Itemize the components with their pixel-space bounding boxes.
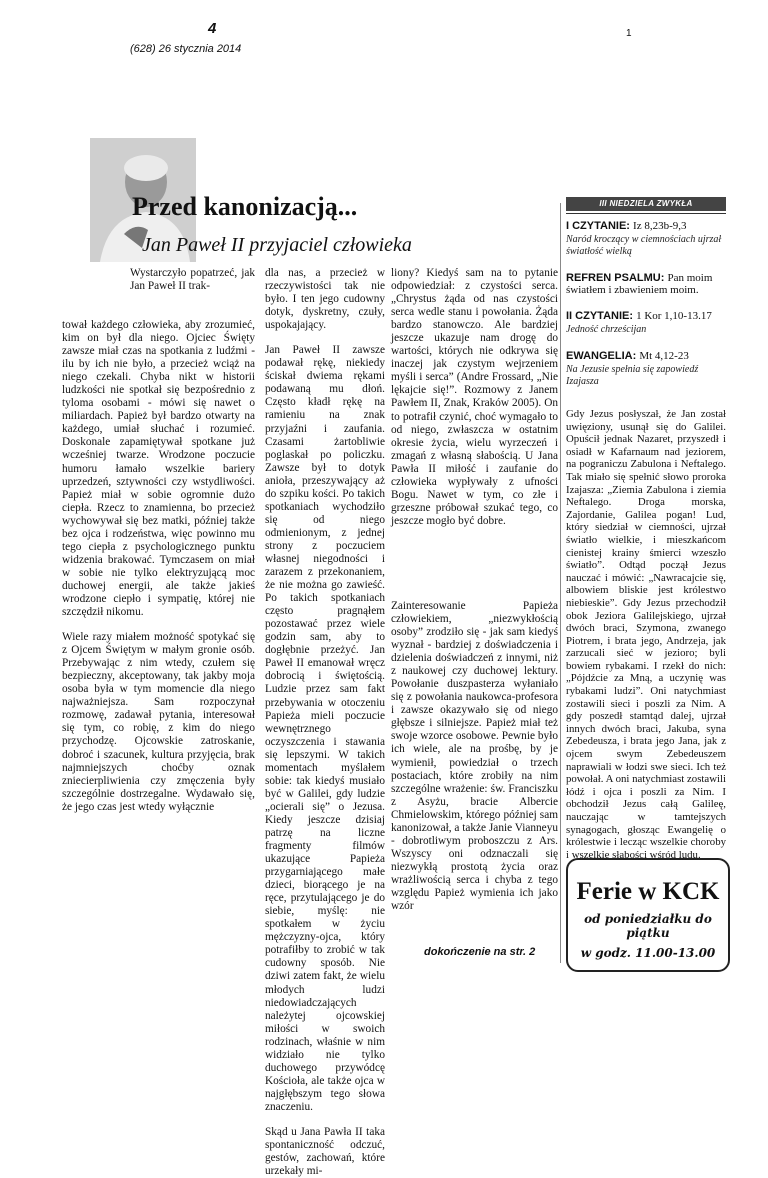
gospel-heading: EWANGELIA: Mt 4,12-23 <box>566 350 689 362</box>
paragraph: Wiele razy miałem możność spotykać się z Ojcem Świętym w małym gronie osób. Przebywając z nim wtedy, czułem się bezpieczny, akceptowany, tak jakby moja osoba była w tym momencie dla niego najważniejsza. Sam rozpoczynał rozmowę, zadawał pytania, interesował się tym, co robię, z kim do niego przychodzę. Ojcowskie zatroskanie, dobroć i szacunek, kultura przyjęcia, brak najmniejszych choćby oznak zniecierpliwienia czy zmęczenia były szczególnie dostrzegalne. Wydawało się, że jego czas jest wtedy wyłącznie <box>62 631 255 813</box>
column-divider <box>560 203 561 963</box>
continued-note: dokończenie na str. 2 <box>424 946 536 958</box>
reading-1-subtitle: Naród kroczący w ciemnościach ujrzał światłość wielką <box>566 234 722 257</box>
gospel-subtitle: Na Jezusie spełnia się zapowiedź Izajasza <box>566 364 699 387</box>
reading-1: I CZYTANIE: Iz 8,23b-9,3 <box>566 220 687 232</box>
paragraph: tował każdego człowieka, aby zrozumieć, kim on był dla niego. Ojciec Święty zawsze miał czas na spotkania z ludźmi - ilu by ich nie było, a przecież wciąż na niego czekali. Chyba nikt w historii ludzkości nie spotkał się bezpośrednio z tyloma osobami - mówi się nawet o miliardach. Papież był bardzo otwarty na każdego, umiał słuchać i rozumieć. Doskonale zapamiętywał spotkane już wcześniej twarze. Wrodzone poczucie humoru łamało wszelkie bariery uprzedzeń, sztywności czy wstydliwości. Papież miał w sobie ogromnie dużo ciepła. Rzecz to znamienna, bo przecież wychowywał się bez matki, później także bez ojca i rodzeństwa, więc powinno mu tego ciepła z psychologicznego punktu widzenia brakować. Tymczasem on miał w sobie nie tylko elektryzującą moc duchowej energii, ale także jakieś wrodzone ciepło i sympatię, której nie szczędził nikomu. <box>62 319 255 619</box>
divider <box>566 213 726 214</box>
page-number-right: 1 <box>626 28 632 39</box>
ferie-hours: w godz. 11.00-13.00 <box>580 946 716 960</box>
paragraph: liony? Kiedyś sam na to pytanie odpowiedział: z czystości serca. „Chrystus żąda od nas czystości serca wedle stanu i powołania. Żąda bardzo stanowczo. Ale bardziej jeszcze ukazuje nam drogę do wartości, których nie odkrywa się inaczej jak czystym wejrzeniem myśli i serca” (Andre Frossard, „Nie lękajcie się!”. Rozmowy z Janem Pawłem II, Znak, Kraków 2005). On to potrafił czynić, choć wymagało to od niego, zwłaszcza w ostatnim okresie życia, wielu wyrzeczeń i zmagań z własną słabością. U Jana Pawła II miłość i zaufanie do człowieka wypływały z ufności Bogu. Nawet w tym, co złe i grzeszne próbował szukać tego, co jeszcze mogło być dobre. <box>391 267 558 527</box>
ferie-box <box>566 858 730 972</box>
article-col3 <box>391 267 558 913</box>
article-col1 <box>62 319 255 814</box>
paragraph: dla nas, a przecież w rzeczywistości tak nie było. I ten jego cudowny dotyk, dyskretny, czuły, uspokajający. <box>265 267 385 332</box>
reading-2: II CZYTANIE: 1 Kor 1,10-13.17 <box>566 310 712 322</box>
gospel-text: Gdy Jezus posłyszał, że Jan został uwięziony, usunął się do Galilei. Opuścił jednak Nazaret, przyszedł i osiadł w Kafarnaum nad jeziorem, na pograniczu Zabulona i Neftalego. Tak miało się spełnić słowo proroka Izajasza: „Ziemia Zabulona i ziemia Neftalego. Droga morska, Zajordanie, Galilea pogan! Lud, który siedział w ciemności, ujrzał światło wielkie, i mieszkańcom cienistej krainy śmierci wzeszło światło”. Odtąd począł Jezus nauczać i mówić: „Nawracajcie się, albowiem bliskie jest królestwo niebieskie”. Gdy Jezus przechodził obok Jeziora Galilejskiego, ujrzał dwóch braci, Szymona, zwanego Piotrem, i brata jego, Andrzeja, jak zarzucali sieć w jezioro; byli bowiem rybakami. I rzekł do nich: „Pójdźcie za Mną, a uczynię was rybakami ludzi”. Oni natychmiast zostawili sieci i poszli za Nim. A gdy poszedł stamtąd dalej, ujrzał innych dwóch braci, Jakuba, syna Zebedeusza, i brata jego Jana, jak z ojcem swym Zebedeuszem naprawiali w łodzi swe sieci. Ich też powołał. A oni natychmiast zostawili łódź i ojca i poszli za Nim. I obchodził Jezus całą Galileę, nauczając w tamtejszych synagogach, głosząc Ewangelię o królestwie i lecząc wszelkie choroby i wszelkie słabości wśród ludu. <box>566 408 726 861</box>
ferie-days: od poniedziałku do piątku <box>584 912 712 940</box>
article-title: Przed kanonizacją... <box>132 192 358 221</box>
issue-date: (628) 26 stycznia 2014 <box>130 43 242 55</box>
article-col1-top <box>130 267 255 293</box>
article-subtitle: Jan Paweł II przyjaciel człowieka <box>142 234 412 256</box>
paragraph: Jan Paweł II zawsze podawał rękę, niekiedy ściskał dwiema rękami podawaną mu dłoń. Często kładł rękę na ramieniu na znak przyjaźni i zaufania. Czasami żartobliwie poglaskał po policzku. Zawsze był to dotyk anioła, przeszywający aż do szpiku kości. Po takich spotkaniach wychodziło się od niego odmienionym, z jednej strony z poczuciem własnej niegodności i zarazem z przekonaniem, że nie można go zawieść. Po takich spotkaniach często pragnąłem pozostawać przez wiele godzin sam, aby to dogłębnie przeżyć. Jan Paweł II emanował wręcz dobrocią i świętością. Ludzie przez sam fakt przebywania w otoczeniu Papieża mieli poczucie wewnętrznego oczyszczenia i stawania się lepszymi. W takich momentach myślałem sobie: tak kiedyś musiało być w Galilei, gdy ludzie „ocierali się” o Jezusa. Kiedy jeszcze dzisiaj patrzę na liczne fragmenty filmów ukazujące Papieża przygarniającego małe dzieci, biorącego je na ręce, przytulającego je do siebie, myślę: nie spotkałem w życiu mężczyzny-ojca, który potrafiłby to zrobić w tak cudowny sposób. Nie dziwi zatem fakt, że wielu młodych ludzi niedowiadczających należytej ojcowskiej miłości w swoich rodzinach, właśnie w nim widziało nie tylko duchowego przywódcę Kościoła, ale także ojca w najgłębszym tego słowa znaczeniu. <box>265 344 385 1113</box>
psalm-refrain: REFREN PSALMU: Pan moim światłem i zbawieniem moim. <box>566 272 713 296</box>
ferie-title: Ferie w KCK <box>576 878 720 905</box>
liturgy-sidebar <box>566 197 726 861</box>
paragraph: Skąd u Jana Pawła II taka spontaniczność odczuć, gestów, zachowań, które urzekały mi- <box>265 1126 385 1178</box>
reading-2-subtitle: Jedność chrześcijan <box>566 324 647 335</box>
page-number: 4 <box>208 20 217 37</box>
sunday-band: III NIEDZIELA ZWYKŁA <box>566 197 726 211</box>
article-col2 <box>265 267 385 1178</box>
paragraph: Zainteresowanie Papieża człowiekiem, „niezwykłością osoby” zrodziło się - jak sam kiedyś wyznał - bardziej z doświadczenia i dzielenia doświadczeń z innymi, niż z naukowej czy duchowej lektury. Powołanie duszpasterza wyłaniało się z powołania naukowca-profesora i zawsze okazywało się od niego głębsze i silniejsze. Papież miał też swoje wzorce osobowe. Pewnie było ich wiele, ale na prośbę, by je wymienił, powiedział o trzech postaciach, które zrobiły na nim szczególne wrażenie: św. Franciszku z Asyżu, bracie Albercie Chmielowskim, którego później sam kanonizował, a także Janie Vianneyu - dobrotliwym proboszczu z Ars. Wszyscy oni odznaczali się niezwykłą prostotą życia oraz wrażliwością serca i chyba z tego względu Papież wymienia ich jako wzór <box>391 599 558 913</box>
paragraph: Wystarczyło popatrzeć, jak Jan Paweł II trak- <box>130 267 255 293</box>
